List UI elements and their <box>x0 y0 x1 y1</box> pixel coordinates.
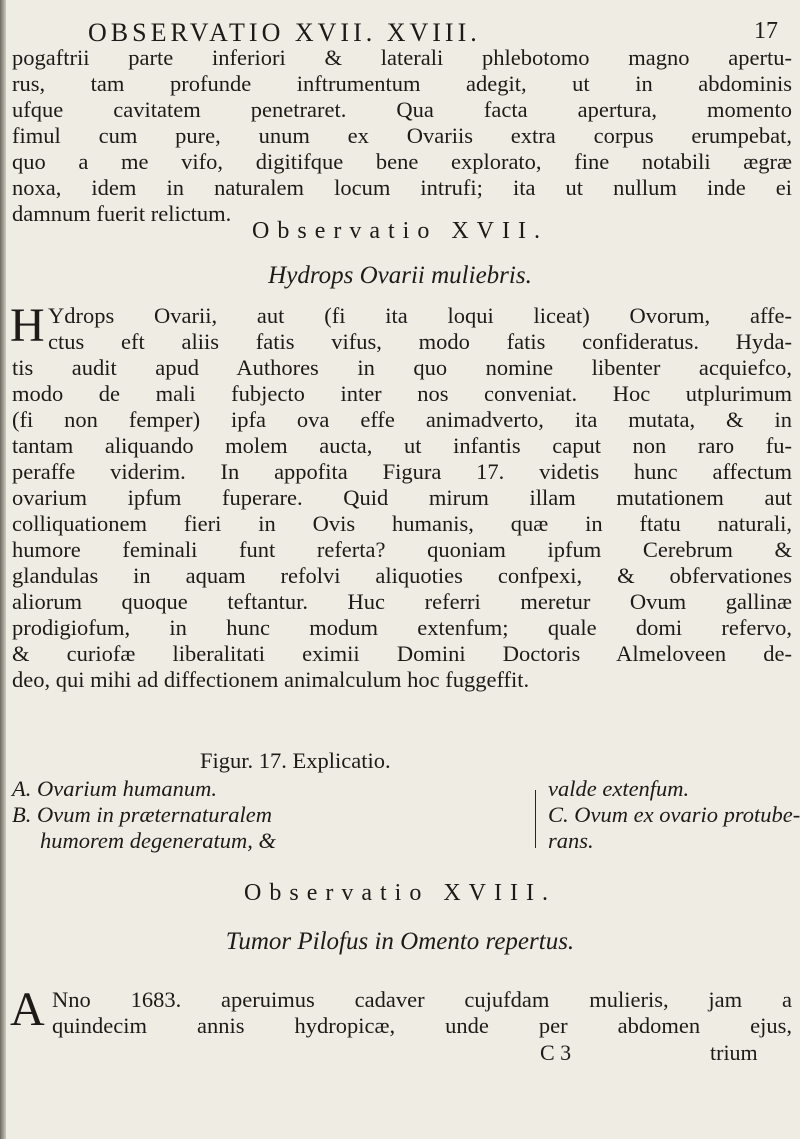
text-line: colliquationem fieri in Ovis humanis, quæ in ftatu naturali, <box>12 511 792 536</box>
text-line: peraffe viderim. In appofita Figura 17. videtis hunc affectum <box>12 459 792 484</box>
signature-mark: C 3 <box>540 1040 572 1065</box>
text-line: deo, qui mihi ad diffectionem animalculum hoc fuggeffit. <box>12 667 530 692</box>
figure-legend-c-cont: rans. <box>548 828 594 853</box>
text-line: damnum fuerit relictum. <box>12 201 232 226</box>
text-line: glandulas in aquam refolvi aliquoties confpexi, & obfervationes <box>12 563 792 588</box>
text-line: Nno 1683. aperuimus cadaver cujufdam mulieris, jam a <box>52 987 792 1012</box>
observation-18-title: Observatio XVIII. <box>244 880 556 906</box>
text-line: ufque cavitatem penetraret. Qua facta apertura, momento <box>12 97 792 122</box>
figure-legend-b-end: valde extenfum. <box>548 776 690 801</box>
drop-capital: H <box>10 299 45 352</box>
text-line: tis audit apud Authores in quo nomine libenter acquiefco, <box>12 355 792 380</box>
column-divider <box>535 790 536 848</box>
text-line: ctus eft aliis fatis vifus, modo fatis confideratus. Hyda- <box>48 329 792 354</box>
text-line: prodigiofum, in hunc modum extenfum; quale domi refervo, <box>12 615 792 640</box>
running-title: OBSERVATIO XVII. XVIII. <box>88 18 481 47</box>
figure-heading: Figur. 17. Explicatio. <box>200 748 391 773</box>
text-line: tantam aliquando molem aucta, ut infantis caput non raro fu- <box>12 433 792 458</box>
text-line: & curiofæ liberalitati eximii Domini Doctoris Almeloveen de- <box>12 641 792 666</box>
text-line: fimul cum pure, unum ex Ovariis extra corpus erumpebat, <box>12 123 792 148</box>
catchword: trium <box>710 1040 758 1065</box>
observation-18-subtitle: Tumor Pilofus in Omento repertus. <box>225 928 575 955</box>
text-line: pogaftrii parte inferiori & laterali phlebotomo magno apertu- <box>12 45 792 70</box>
page-edge-shadow <box>0 0 6 1139</box>
text-line: noxa, idem in naturalem locum intrufi; ita ut nullum inde ei <box>12 175 792 200</box>
text-line: rus, tam profunde inftrumentum adegit, ut in abdominis <box>12 71 792 96</box>
observation-17-title: Observatio XVII. <box>252 218 548 244</box>
text-line: (fi non femper) ipfa ova effe animadverto, ita mutata, & in <box>12 407 792 432</box>
figure-legend-c: C. Ovum ex ovario protube- <box>548 802 800 827</box>
text-line: modo de mali fubjecto inter nos conveniat. Hoc utplurimum <box>12 381 792 406</box>
figure-legend-b: B. Ovum in præternaturalem <box>12 802 272 827</box>
drop-capital: A <box>10 983 45 1036</box>
text-line: humore feminali funt referta? quoniam ipfum Cerebrum & <box>12 537 792 562</box>
page-number: 17 <box>754 18 778 44</box>
figure-legend-a: A. Ovarium humanum. <box>12 776 217 801</box>
text-line: quindecim annis hydropicæ, unde per abdomen ejus, <box>52 1013 792 1038</box>
figure-legend-b-cont: humorem degeneratum, & <box>40 828 276 853</box>
text-line: Ydrops Ovarii, aut (fi ita loqui liceat) Ovorum, affe- <box>48 303 792 328</box>
observation-17-subtitle: Hydrops Ovarii muliebris. <box>268 262 532 289</box>
text-line: quo a me vifo, digitifque bene explorato, fine notabili ægræ <box>12 149 792 174</box>
text-line: ovarium ipfum fuperare. Quid mirum illam mutationem aut <box>12 485 792 510</box>
text-line: aliorum quoque teftantur. Huc referri meretur Ovum gallinæ <box>12 589 792 614</box>
